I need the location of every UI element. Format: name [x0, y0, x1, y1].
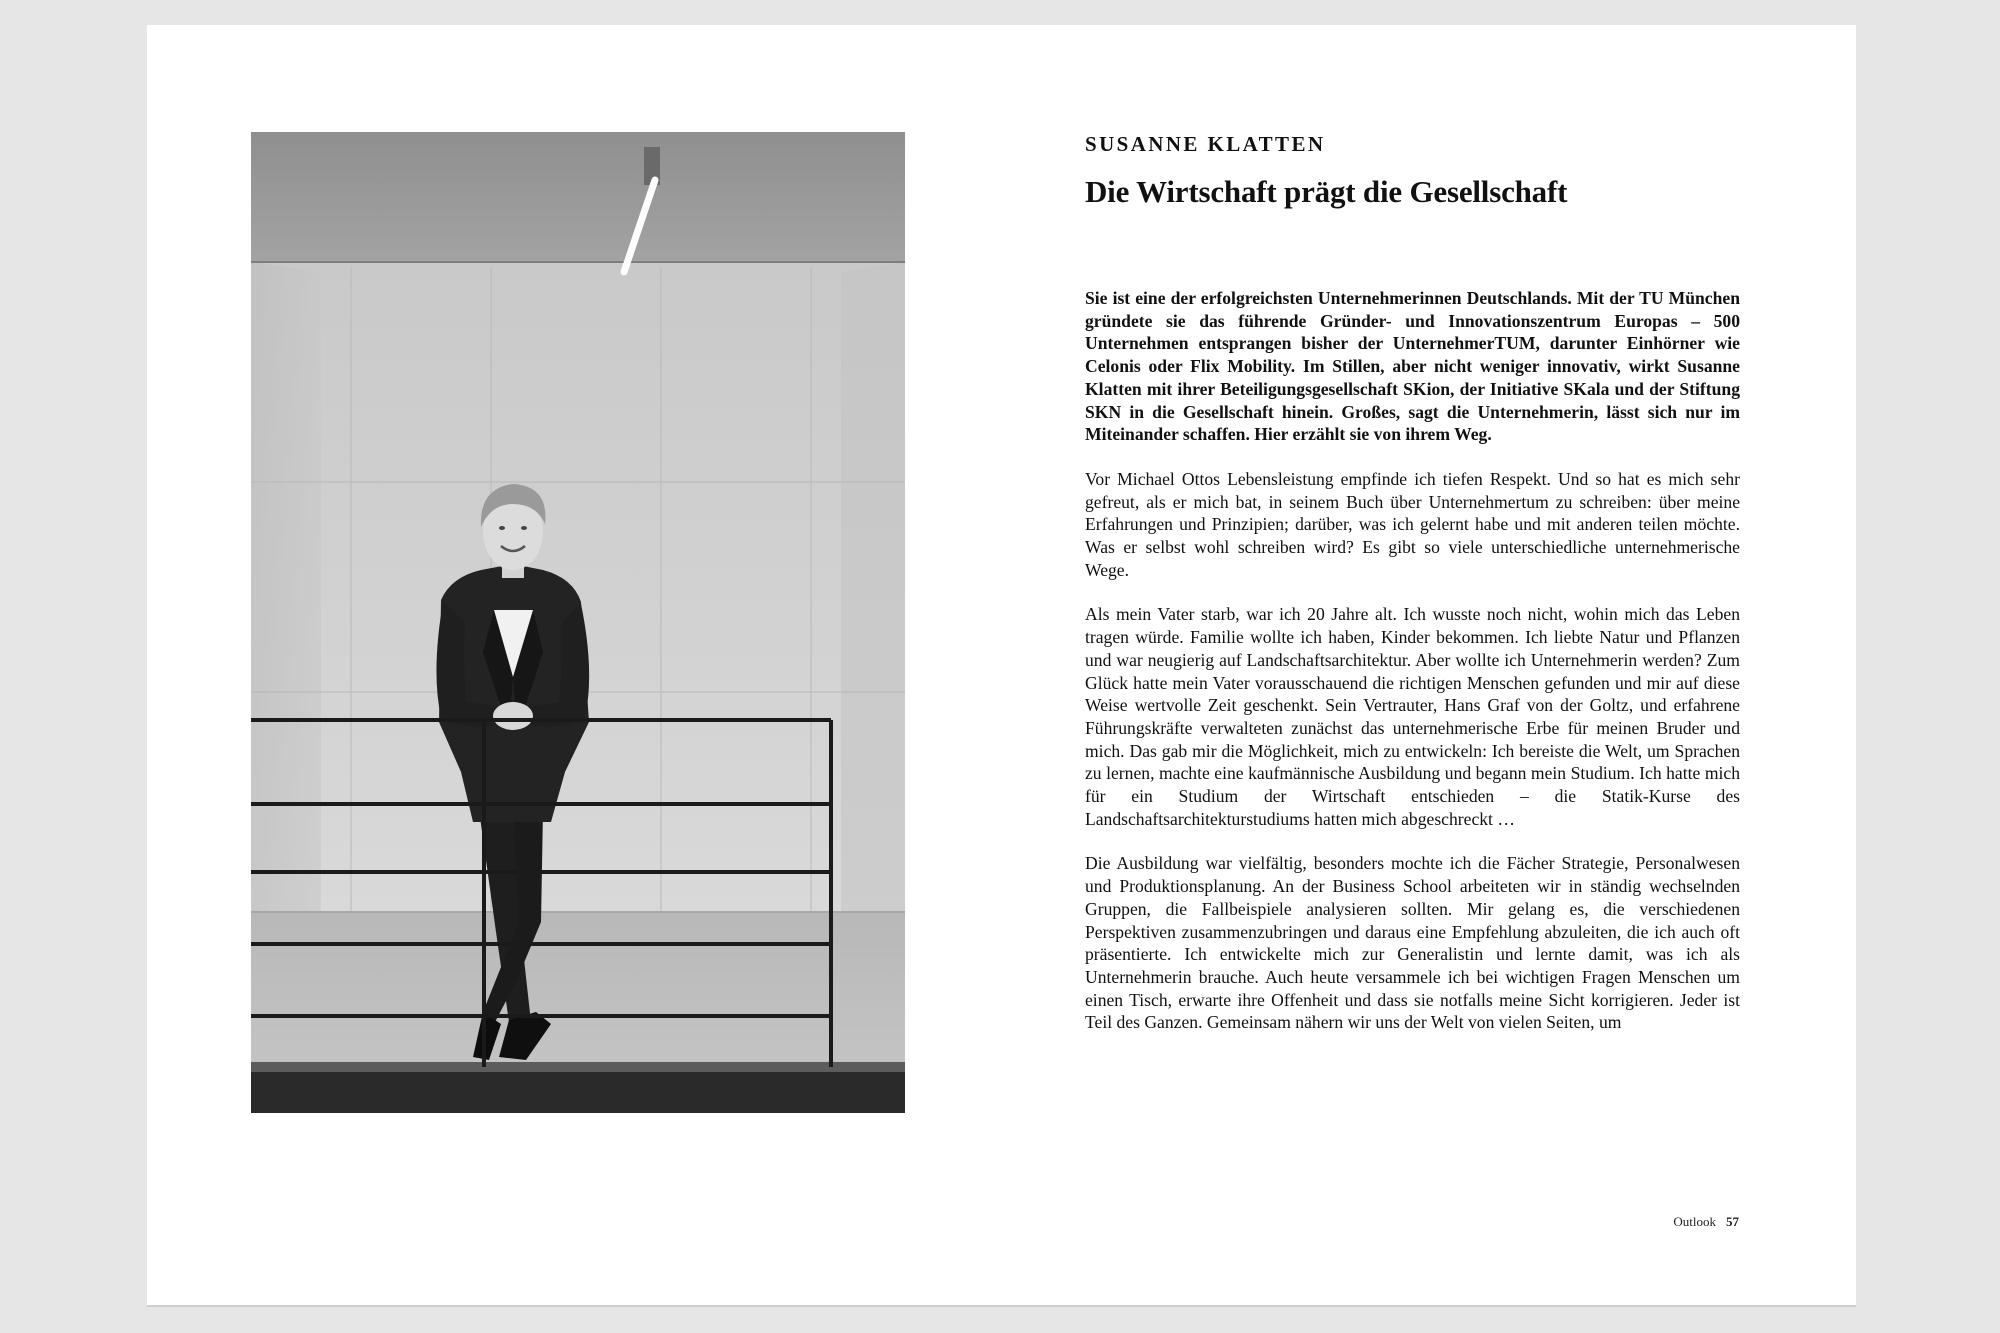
page-number: 57	[1726, 1214, 1739, 1229]
article-title: Die Wirtschaft prägt die Gesellschaft	[1085, 174, 1568, 209]
back-wall	[251, 262, 905, 912]
portrait-photo-illustration	[251, 132, 905, 1113]
article-body	[1085, 468, 1740, 1034]
author-name: SUSANNE KLATTEN	[1085, 132, 1326, 156]
body-paragraph: Vor Michael Ottos Lebensleistung empfinde ich tiefen Respekt. Und so hat es mich sehr gefreut, als er mich bat, in seinem Buch über Unternehmertum zu schreiben: über meine Erfahrungen und Prinzipien; darüber, was ich gelernt habe und mit anderen teilen möchte. Was er selbst wohl schreiben wird? Es gibt so viele unterschiedliche unternehmerische Wege.	[1085, 468, 1740, 580]
page-footer	[1673, 1214, 1739, 1230]
article-column	[1085, 132, 1740, 1034]
body-paragraph: Die Ausbildung war vielfältig, besonders mochte ich die Fächer Strategie, Personalwesen und Produktionsplanung. An der Business School arbeiteten wir in ständig wechselnden Gruppen, die Fallbeispiele analysieren sollten. Mir gelang es, die verschiedenen Perspektiven zusammenzubringen und daraus eine Empfehlung abzuleiten, die ich auch oft präsentierte. Ich entwickelte mich zur Generalistin und lernte damit, was ich als Unternehmerin brauche. Auch heute versammele ich bei wichtigen Fragen Menschen um einen Tisch, erwarte ihre Offenheit und dass sie notfalls meine Sicht korrigieren. Jeder ist Teil des Ganzen. Gemeinsam nähern wir uns der Welt von vielen Seiten, um	[1085, 853, 1740, 1033]
body-paragraph: Als mein Vater starb, war ich 20 Jahre alt. Ich wusste noch nicht, wohin mich das Leben tragen würde. Familie wollte ich haben, Kinder bekommen. Ich liebte Natur und Pflanzen und war neugierig auf Landschaftsarchitektur. Aber wollte ich Unternehmerin werden? Zum Glück hatte mein Vater vorausschauend die richtigen Menschen gefunden und mir auf diese Weise wertvolle Zeit geschenkt. Sein Vertrauter, Hans Graf von der Goltz, und erfahrene Führungskräfte verwalteten zunächst das unternehmerische Erbe für meinen Bruder und mich. Das gab mir die Möglichkeit, mich zu entwickeln: Ich bereiste die Welt, um Sprachen zu lernen, machte eine kaufmännische Ausbildung und begann mein Studium. Ich hatte mich für ein Studium der Wirtschaft entschieden – die Statik-Kurse des Landschaftsarchitekturstudiums hatten mich abgeschreckt …	[1085, 604, 1740, 829]
portrait-photo	[251, 132, 905, 1113]
ceiling	[251, 132, 905, 262]
section-name: Outlook	[1673, 1214, 1716, 1229]
magazine-page	[147, 25, 1856, 1307]
article-lead: Sie ist eine der erfolgreichsten Unternehmerinnen Deutschlands. Mit der TU München gründete sie das führende Gründer- und Innovationszentrum Europas – 500 Unternehmen entsprangen bisher der UnternehmerTUM, darunter Einhörner wie Celonis oder Flix Mobility. Im Stillen, aber nicht weniger innovativ, wirkt Susanne Klatten mit ihrer Beteiligungsgesellschaft SKion, der Initiative SKala und der Stiftung SKN in die Gesellschaft hinein. Großes, sagt die Unternehmerin, lässt sich nur im Miteinander schaffen. Hier erzählt sie von ihrem Weg.	[1085, 288, 1740, 445]
